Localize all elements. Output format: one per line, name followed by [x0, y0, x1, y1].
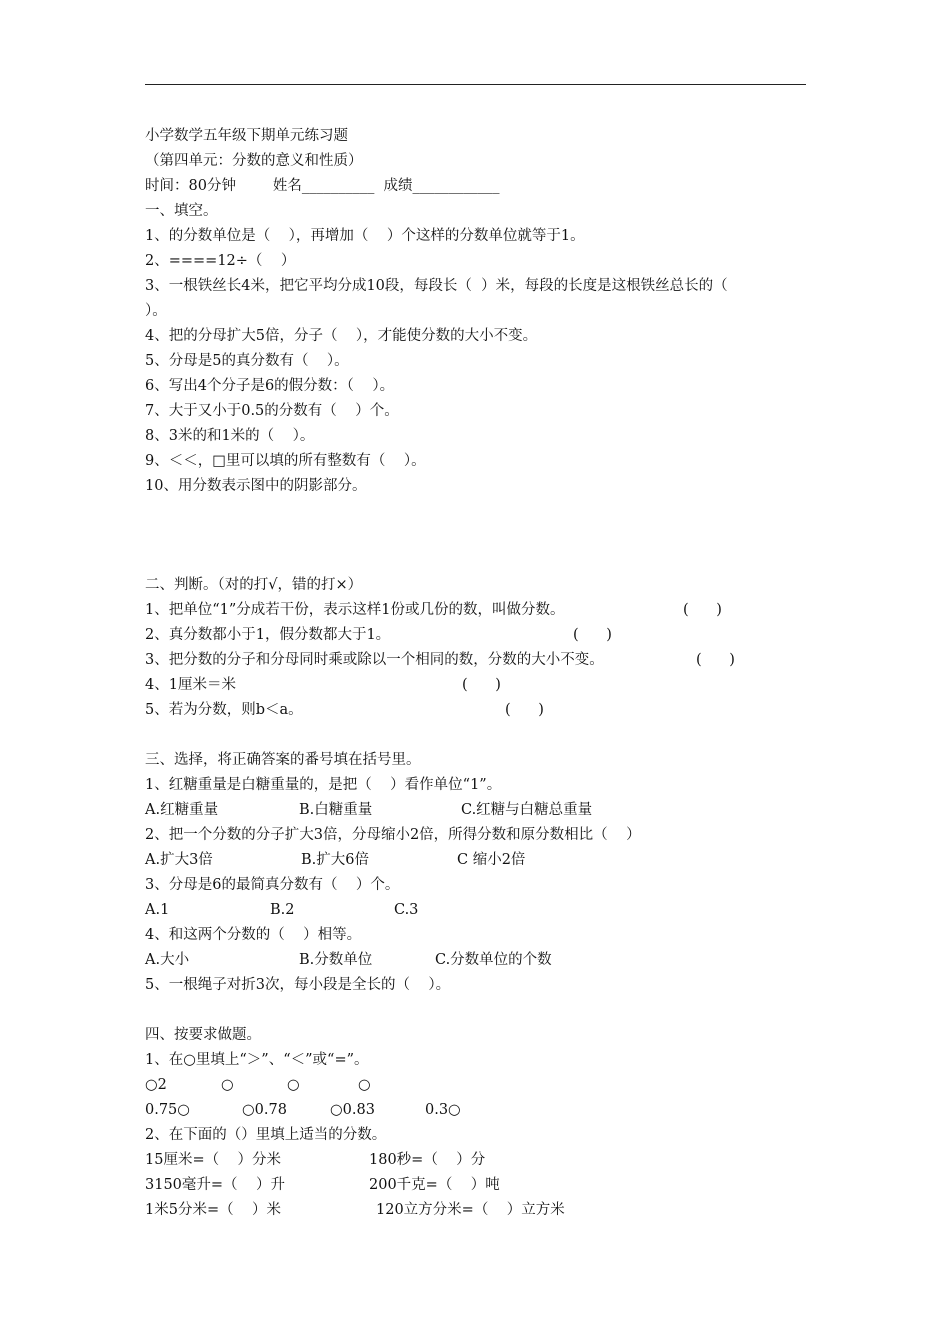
- choice-question-4: 4、和这两个分数的（ ）相等。: [145, 927, 362, 943]
- judge-answer-blank: ( ): [683, 602, 722, 618]
- judge-item-4: [145, 676, 501, 694]
- judge-item-1: [145, 601, 722, 619]
- fill-item-9: 9、＜＜，□里可以填的所有整数有（ ）。: [145, 453, 426, 469]
- judge-answer-blank: ( ): [696, 652, 735, 668]
- time-name-score-line: 时间：80分钟 姓名__________ 成绩____________: [145, 178, 500, 194]
- choice-options-2: [145, 851, 526, 869]
- compare-cell: ○: [287, 1077, 300, 1093]
- option-b: B.2: [270, 902, 295, 918]
- compare-row-1: [145, 1076, 371, 1094]
- judge-item-3: [145, 651, 735, 669]
- judge-item-text: 3、把分数的分子和分母同时乘或除以一个相同的数，分数的大小不变。: [145, 652, 604, 668]
- option-b: B.白糖重量: [299, 802, 373, 818]
- conversion-cell: 15厘米=（ ）分米: [145, 1152, 282, 1168]
- choice-question-5: 5、一根绳子对折3次，每小段是全长的（ ）。: [145, 977, 451, 993]
- judge-item-text: 2、真分数都小于1，假分数都大于1。: [145, 627, 391, 643]
- compare-question: 1、在○里填上“＞”、“＜”或“=”。: [145, 1052, 369, 1068]
- fill-item-6: 6、写出4个分子是6的假分数：（ ）。: [145, 378, 395, 394]
- judge-answer-blank: ( ): [573, 627, 612, 643]
- judge-item-5: [145, 701, 544, 719]
- conversion-cell: 200千克=（ ）吨: [369, 1177, 500, 1193]
- conversion-row-3: [145, 1201, 565, 1219]
- fill-item-5: 5、分母是5的真分数有（ ）。: [145, 353, 349, 369]
- option-c: C.3: [394, 902, 419, 918]
- option-c: C.分数单位的个数: [435, 952, 552, 968]
- option-a: A.扩大3倍: [145, 852, 213, 868]
- fill-item-2: 2、====12÷（ ）: [145, 253, 296, 269]
- compare-cell: ○2: [145, 1077, 167, 1093]
- compare-cell: ○: [358, 1077, 371, 1093]
- option-b: B.扩大6倍: [301, 852, 369, 868]
- compare-cell: ○0.83: [330, 1102, 375, 1118]
- fill-item-8: 8、3米的和1米的（ ）。: [145, 428, 315, 444]
- compare-cell: 0.3○: [425, 1102, 461, 1118]
- conversion-row-1: [145, 1151, 486, 1169]
- conversion-cell: 1米5分米=（ ）米: [145, 1202, 282, 1218]
- choice-options-4: [145, 951, 552, 969]
- section2-heading: 二、判断。（对的打√，错的打×）: [145, 577, 363, 593]
- section4-heading: 四、按要求做题。: [145, 1027, 261, 1043]
- fill-item-7: 7、大于又小于0.5的分数有（ ）个。: [145, 403, 399, 419]
- unit-subtitle: （第四单元：分数的意义和性质）: [145, 153, 363, 169]
- fill-item-4: 4、把的分母扩大5倍，分子（ ），才能使分数的大小不变。: [145, 328, 538, 344]
- option-a: A.1: [145, 902, 170, 918]
- worksheet-title: 小学数学五年级下期单元练习题: [145, 128, 348, 144]
- judge-item-text: 4、1厘米＝米: [145, 677, 236, 693]
- choice-options-1: [145, 801, 593, 819]
- fill-item-3-continued: ）。: [145, 303, 167, 319]
- choice-question-1: 1、红糖重量是白糖重量的，是把（ ）看作单位“1”。: [145, 777, 502, 793]
- header-rule: [145, 84, 806, 85]
- conversion-row-2: [145, 1176, 500, 1194]
- compare-cell: ○0.78: [242, 1102, 287, 1118]
- compare-cell: ○: [221, 1077, 234, 1093]
- judge-item-text: 5、若为分数，则b＜a。: [145, 702, 303, 718]
- fill-item-10: 10、用分数表示图中的阴影部分。: [145, 478, 367, 494]
- fill-item-3: 3、一根铁丝长4米，把它平均分成10段，每段长（ ）米，每段的长度是这根铁丝总长的（: [145, 278, 728, 294]
- conversion-cell: 120立方分米=（ ）立方米: [376, 1202, 565, 1218]
- judge-answer-blank: ( ): [462, 677, 501, 693]
- conversion-cell: 180秒=（ ）分: [369, 1152, 486, 1168]
- compare-row-2: [145, 1101, 461, 1119]
- compare-cell: 0.75○: [145, 1102, 190, 1118]
- choice-question-2: 2、把一个分数的分子扩大3倍，分母缩小2倍，所得分数和原分数相比（ ）: [145, 827, 641, 843]
- option-a: A.红糖重量: [145, 802, 219, 818]
- fill-item-1: 1、的分数单位是（ ），再增加（ ）个这样的分数单位就等于1。: [145, 228, 585, 244]
- section1-heading: 一、填空。: [145, 203, 218, 219]
- option-c: C.红糖与白糖总重量: [461, 802, 593, 818]
- conversion-cell: 3150毫升=（ ）升: [145, 1177, 285, 1193]
- judge-item-text: 1、把单位“1”分成若干份，表示这样1份或几份的数，叫做分数。: [145, 602, 565, 618]
- judge-item-2: [145, 626, 612, 644]
- choice-options-3: [145, 901, 419, 919]
- section3-heading: 三、选择，将正确答案的番号填在括号里。: [145, 752, 421, 768]
- option-a: A.大小: [145, 952, 190, 968]
- choice-question-3: 3、分母是6的最简真分数有（ ）个。: [145, 877, 400, 893]
- option-b: B.分数单位: [299, 952, 373, 968]
- conversion-question: 2、在下面的（）里填上适当的分数。: [145, 1127, 387, 1143]
- option-c: C 缩小2倍: [457, 852, 526, 868]
- judge-answer-blank: ( ): [505, 702, 544, 718]
